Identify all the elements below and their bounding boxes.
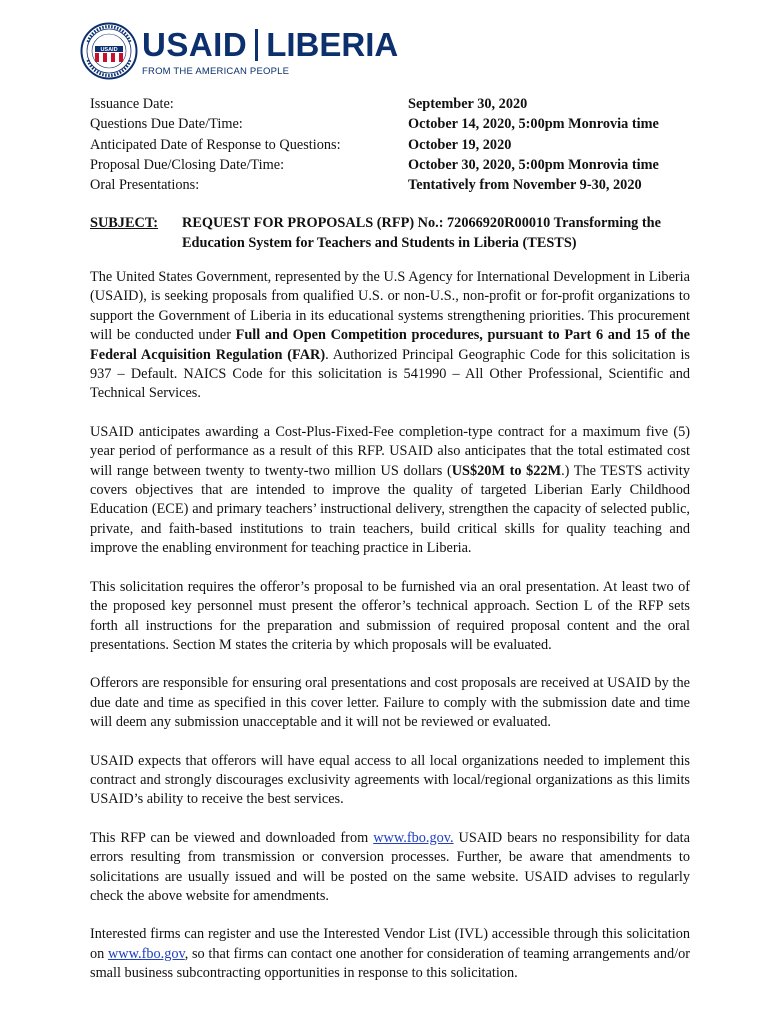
date-value: Tentatively from November 9-30, 2020 bbox=[408, 177, 642, 194]
subject-block bbox=[90, 213, 690, 254]
date-row bbox=[90, 155, 690, 175]
subject-label: SUBJECT: bbox=[90, 215, 159, 231]
date-value: September 30, 2020 bbox=[408, 96, 528, 112]
date-row bbox=[90, 94, 690, 114]
seal-text: USAID bbox=[100, 47, 118, 53]
paragraph-award bbox=[90, 423, 690, 559]
date-label: Issuance Date: bbox=[90, 96, 174, 112]
paragraph-text: USAID bears no responsibility for data errors resulting from transmission or conversion processes. Further, be aware that amendments to solicitations are usually issued and will be posted on the same website. USAID advises to regularly check the above website for amendments. bbox=[90, 829, 690, 904]
date-row bbox=[90, 175, 690, 195]
paragraph-text: , so that firms can contact one another for consideration of teaming arrangements and/or small business subcontracting opportunities in response to this solicitation. bbox=[90, 945, 691, 982]
date-value: October 19, 2020 bbox=[408, 136, 512, 153]
fbo-link[interactable]: www.fbo.gov. bbox=[373, 829, 454, 846]
logo-divider bbox=[255, 29, 258, 61]
paragraph-text: This RFP can be viewed and downloaded from bbox=[90, 829, 374, 846]
paragraph-text: .) The TESTS activity covers objectives that are intended to improve the quality of targeted Liberian Early Childhood Education (ECE) and primary teachers’ instructional delivery, strengthen the capacity of selected public, private, and faith-based institutions to train teachers, build critical skills for quality teaching and improve the enabling environment for teaching practice in Liberia. bbox=[90, 462, 691, 557]
paragraph-text: Interested firms can register and use the Interested Vendor List (IVL) accessible through this solicitation on bbox=[90, 926, 690, 962]
paragraph-text: The United States Government, represented by the U.S Agency for International Development in Liberia (USAID), is seeking proposals from qualified U.S. or non-U.S., non-profit or for-profit organizations to support the Government of Liberia in its educational systems strengthening priorities. This procurement will be conducted under bbox=[90, 269, 690, 344]
dates-block bbox=[90, 94, 690, 195]
date-value: October 30, 2020, 5:00pm Monrovia time bbox=[408, 156, 659, 173]
date-label: Questions Due Date/Time: bbox=[90, 116, 243, 133]
subject-line-1: REQUEST FOR PROPOSALS (RFP) No.: 72066920R00010 Transforming the bbox=[182, 215, 661, 231]
date-label: Proposal Due/Closing Date/Time: bbox=[90, 156, 285, 173]
paragraph-download bbox=[90, 829, 690, 907]
date-label: Oral Presentations: bbox=[90, 177, 200, 194]
paragraph-bold-text: US$20M to $22M bbox=[451, 462, 562, 479]
date-row bbox=[90, 135, 690, 155]
logo-usaid-text: USAID bbox=[142, 26, 248, 63]
paragraph-responsibility: Offerors are responsible for ensuring oral presentations and cost proposals are received at USAID by the due date and time as specified in this cover letter. Failure to comply with the submission date and time will deem any submission unacceptable and it will not be reviewed or evaluated. bbox=[90, 675, 690, 731]
logo-tagline: FROM THE AMERICAN PEOPLE bbox=[142, 66, 290, 77]
logo-country-text: LIBERIA bbox=[266, 26, 399, 63]
date-label: Anticipated Date of Response to Questions: bbox=[90, 136, 341, 153]
subject-line-2: Education System for Teachers and Students in Liberia (TESTS) bbox=[182, 235, 577, 252]
paragraph-intro bbox=[90, 268, 690, 404]
fbo-link[interactable]: www.fbo.gov bbox=[107, 945, 185, 962]
paragraph-local-access: USAID expects that offerors will have equal access to all local organizations needed to implement this contract and strongly discourages exclusivity agreements with local/regional organizations as this limits USAID’s ability to receive the best services. bbox=[90, 752, 690, 808]
paragraph-text: USAID anticipates awarding a Cost-Plus-Fixed-Fee completion-type contract for a maximum five (5) year period of performance as a result of this RFP. USAID also anticipates that the total estimated cost will range between twenty to twenty-two million US dollars ( bbox=[90, 423, 690, 479]
paragraph-oral-presentation: This solicitation requires the offeror’s proposal to be furnished via an oral presentation. At least two of the proposed key personnel must present the offeror’s technical approach. Section L of the RFP sets forth all instructions for the preparation and submission of required proposal content and the oral presentations. Section M states the criteria by which proposals will be evaluated. bbox=[90, 578, 690, 653]
usaid-seal-icon bbox=[80, 22, 138, 80]
subject-text bbox=[182, 213, 690, 254]
paragraph-text: . Authorized Principal Geographic Code for this solicitation is 937 – Default. NAICS Code for this solicitation is 541990 – All Other Professional, Scientific and Technical Services. bbox=[90, 346, 690, 402]
date-value: October 14, 2020, 5:00pm Monrovia time bbox=[408, 116, 659, 133]
letter-body bbox=[90, 268, 690, 1003]
paragraph-ivl bbox=[90, 925, 690, 983]
date-row bbox=[90, 114, 690, 134]
logo-wordmark bbox=[142, 28, 398, 62]
paragraph-bold-text: Full and Open Competition procedures, pursuant to Part 6 and 15 of the Federal Acquisition Regulation (FAR) bbox=[90, 327, 690, 363]
